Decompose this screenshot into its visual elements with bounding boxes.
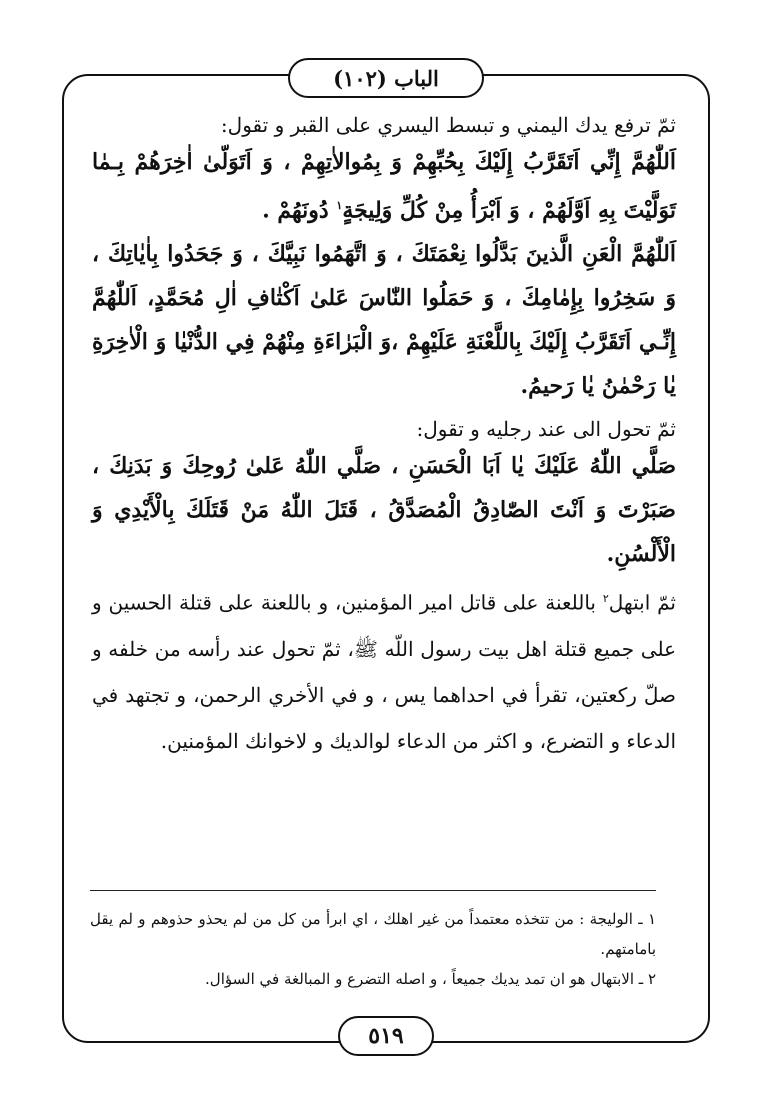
instruction-move-to-feet: ثمّ تحول الى عند رجليه و تقول: — [416, 417, 676, 442]
prayer-curse: اَللّٰهُمَّ الْعَنِ الَّذينَ بَدَّلُوا نِعْمَتَكَ ، وَ اتَّهَمُوا نَبِيَّكَ ، وَ جَحَدُوا بِاٰيٰاتِكَ ، وَ سَخِرُوا بِإِمٰامِكَ ، وَ حَمَلُوا النّٰاسَ عَلىٰ اَكْتٰافِ اٰلِ مُحَمَّدٍ، اَللّٰهُمَّ إِنِّـي اَتَقَرَّبُ إِلَيْكَ بِاللَّعْنَةِ عَلَيْهِمْ ،وَ الْبَرٰاءَةِ مِنْهُمْ فِي الدُّنْيٰا وَ الْاٰخِرَةِ يٰا رَحْمٰنُ يٰا رَحيمُ. — [92, 241, 676, 400]
chapter-header — [288, 58, 484, 98]
paragraph-ibtihal — [92, 576, 676, 764]
footnote-divider — [90, 890, 656, 891]
paragraph-ibtihal-rest: باللعنة على قاتل امير المؤمنين، و باللعنة على قتلة الحسين و على جميع قتلة اهل بيت رسول اللّه ﷺ، ثمّ تحول عند رأسه من خلفه و صلّ ركعتين، تقرأ في احداهما يس ، و في الأخري الرحمن، و تجتهد في الدعاء و التضرع، و اكثر من الدعاء لوالديك و لاخوانك المؤمنين. — [92, 590, 676, 753]
footnote-2: ٢ ـ الابتهال هو ان تمد يديك جميعاً ، و اصله التضرع و المبالغة في السؤال. — [205, 970, 656, 988]
paragraph-ibtihal-start: ثمّ ابتهل — [608, 590, 677, 615]
prayer-tawalli-text: اَللّٰهُمَّ إِنِّي اَتَقَرَّبُ إِلَيْكَ بِحُبِّهِمْ وَ بِمُوالاٰتِهِمْ ، وَ اَتَوَلّىٰ اٰخِرَهُمْ بِـمٰا تَوَلَّيْتَ بِهِ اَوَّلَهُمْ ، وَ اَبْرَأُ مِنْ كُلِّ وَلِيجَةٍ — [92, 149, 676, 224]
chapter-title: الباب (١٠٢) — [333, 65, 439, 91]
main-text — [92, 110, 676, 764]
footnote-1: ١ ـ الوليجة : من تتخذه معتمداً من غير اهلك ، اي ابرأ من كل من لم يحذو حذوهم و لم يقل بامامتهم. — [90, 910, 656, 958]
footnote-ref-2: ٢ — [602, 592, 609, 606]
footnotes — [90, 904, 656, 994]
prayer-salutation: صَلَّي اللّٰهُ عَلَيْكَ يٰا اَبَا الْحَسَنِ ، صَلَّي اللّٰهُ عَلىٰ رُوحِكَ وَ بَدَنِكَ ، صَبَرْتَ وَ اَنْتَ الصّٰادِقُ الْمُصَدَّقُ ، قَتَلَ اللّٰهُ مَنْ قَتَلَكَ بِالْأَيْدِي وَ الْأَلْسُنِ. — [92, 453, 676, 568]
page-number-badge — [338, 1016, 434, 1056]
page-number: ٥١٩ — [368, 1023, 404, 1049]
footnote-ref-1: ١ — [336, 199, 343, 212]
prayer-tawalli — [92, 140, 676, 232]
prayer-tawalli-end: دُونَهُمْ . — [262, 197, 329, 224]
instruction-raise-hands: ثمّ ترفع يدك اليمني و تبسط اليسري على القبر و تقول: — [220, 113, 676, 137]
